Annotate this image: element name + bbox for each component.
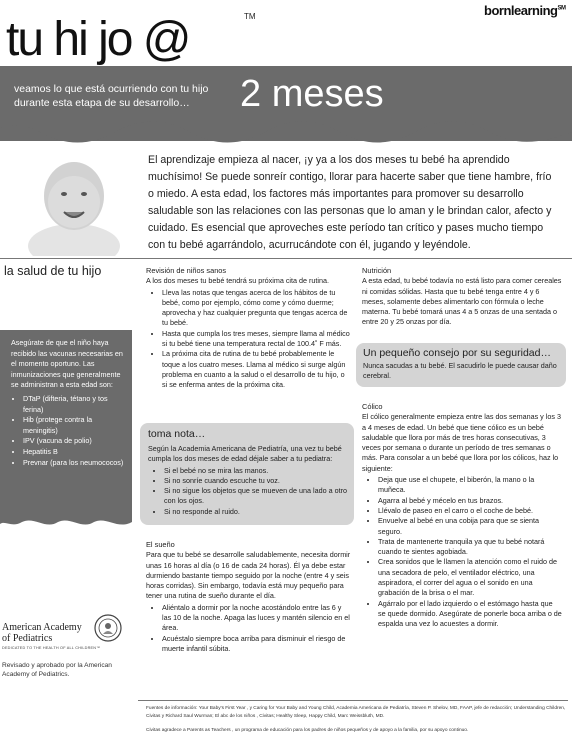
list-item: • Agarra al bebé y mécelo en tus brazos. — [378, 496, 562, 506]
list-item: • IPV (vacuna de polio) — [23, 436, 125, 447]
health-heading: la salud de tu hijo — [4, 264, 102, 278]
bornlearning-logo: bornlearning℠ — [484, 3, 566, 18]
aap-logo-text: American Academy of Pediatrics — [2, 622, 82, 644]
sueno-section — [146, 540, 351, 654]
colico-list — [362, 475, 562, 629]
nutricion-section — [362, 266, 562, 328]
list-item: • Trata de mantenerte tranquila ya que tu bebé notará cuando te sientes agobiada. — [378, 537, 562, 558]
sueno-body: Para que tu bebé se desarrolle saludablemente, necesita dormir unas 16 horas al día (o 16 de cada 24 horas). Él ya debe estar durmiendo bastante tiempo seguido por la noche (entre 4 y seis horas corridas). Sin embargo, todavía está muy pequeño para tener una rutina de sueño durante el día. — [146, 550, 351, 601]
aap-tagline: DEDICATED TO THE HEALTH OF ALL CHILDREN™ — [2, 646, 101, 650]
sueno-list — [146, 603, 351, 654]
list-item: • Aliéntalo a dormir por la noche acostándolo entre las 6 y las 10 de la noche. Apaga las luces y mantén silencio en el área. — [162, 603, 351, 634]
list-item: • Acuéstalo siempre boca arriba para disminuir el riesgo de muerte infantil súbita. — [162, 634, 351, 655]
aap-approval-note: Revisado y aprobado por la American Academy of Pediatrics. — [2, 662, 112, 678]
section-divider — [0, 258, 572, 259]
list-item: • Si el bebé no se mira las manos. — [164, 466, 352, 476]
list-item: • Envuelve al bebé en una cobija para que se sienta seguro. — [378, 516, 562, 537]
baby-photo — [18, 150, 130, 256]
list-item: • Lleva las notas que tengas acerca de los hábitos de tu bebé, como por ejemplo, cómo come y cómo duerme; aprovecha y haz cualquier pregunta que tengas acerca de tu bebé. — [162, 288, 351, 329]
nutricion-body: A esta edad, tu bebé todavía no está listo para comer cereales ni comidas sólidas. Hasta que tu bebé tenga entre 4 y 6 meses, solamente debes alimentarlo con fórmula o leche materna. Tu bebé tomará unas 4 a 5 onzas de una sentada o entre 20 y 25 onzas por día. — [362, 276, 562, 327]
revision-intro: A los dos meses tu bebé tendrá su próxima cita de rutina. — [146, 276, 329, 286]
age-heading: 2 meses — [240, 73, 384, 115]
intro-paragraph: El aprendizaje empieza al nacer, ¡y ya a los dos meses tu bebé ha aprendido muchísimo! Se puede sonreír contigo, llorar para hacerte saber que tiene hambre, frío o miedo. A esta edad, los factores más importantes para promover su desarrollo saludable son las relaciones con las personas que lo aman y le brindan calor, afecto y cuidado. Es esencial que aproveches este período tan crítico y pases mucho tiempo con tu bebé agarrándolo, acurrucándote con él, jugando y leyéndole. — [148, 154, 552, 251]
toma-nota-body: Según la Academia Americana de Pediatría, una vez tu bebé cumpla los dos meses de edad déjale saber a tu pediatra: • Si el bebé no se mira las manos. • Si no sonríe cuando escuche tu voz. • Si no sigue los objetos que se mueven de una lado a otro con los ojos. • Si no responde al ruido. — [148, 444, 352, 517]
page-title: tu hi jo @ — [6, 13, 190, 66]
list-item: • Deja que use el chupete, el biberón, la mano o la muñeca. — [378, 475, 562, 496]
vaccine-list — [11, 394, 125, 468]
trademark-mark: TM — [244, 12, 256, 21]
vaccine-sidebar — [11, 338, 125, 468]
revision-section — [146, 266, 351, 391]
list-item: • Si no responde al ruido. — [164, 507, 352, 517]
sueno-heading: El sueño — [146, 540, 175, 549]
vaccine-intro: Asegúrate de que el niño haya recibido las vacunas necesarias en el momento oportuno. Las inmunizaciones que generalmente se administran a esta edad son: — [11, 338, 123, 390]
footer-sources: Fuentes de información: Your Baby's First Year , y Caring for Your Baby and Young Child, Academia Americana de Pediatría, Steven P. Shelov, MD, FAAP, jefe de redacción; Understanding Children, Civitas y Richard Saul Wurman; El abc de los niños , Civitas; Healthy Sleep, Happy Child, Marc Weissbluth, MD. — [146, 706, 566, 719]
safety-tip-body: Nunca sacudas a tu bebé. El sacudirlo le puede causar daño cerebral. — [363, 361, 557, 381]
list-item: • Hepatitis B — [23, 447, 125, 458]
list-item: • La próxima cita de rutina de tu bebé probablemente le toque a los cuatro meses. Llama al médico si surge algún problema en cuanto a la salud o el desarrollo de tu hijo, o si se enferma antes de la próxima cita. — [162, 349, 351, 390]
colico-section — [362, 402, 562, 630]
nutricion-heading: Nutrición — [362, 266, 392, 275]
list-item: • Si no sigue los objetos que se mueven de una lado a otro con los ojos. — [164, 486, 352, 507]
list-item: • Agárralo por el lado izquierdo o el estómago hasta que se quede dormido. Asegúrate de ponerle boca arriba o de espalda una vez lo acuestes a dormir. — [378, 599, 562, 630]
list-item: • Crea sonidos que le llamen la atención como el ruido de una secadora de pelo, el ventilador eléctrico, una aspiradora, el correr del agua o el sonido en una grabación de la brisa o el mar. — [378, 557, 562, 598]
aap-seal-icon — [94, 614, 122, 642]
banner-subtitle: veamos lo que está ocurriendo con tu hijo durante esta etapa de su desarrollo… — [14, 83, 209, 109]
colico-body: El cólico generalmente empieza entre las dos semanas y los 3 a 4 meses de edad. Un bebé que tiene cólico es un bebé saludable que llora por más de tres horas consecutivas, 3 veces por semana o durante un período de tres semanas o más. Para consolar a un bebé que llora por los cólicos, haz lo siguiente: — [362, 412, 561, 473]
footer-divider — [138, 700, 568, 701]
toma-nota-list — [148, 466, 352, 517]
list-item: • DTaP (difteria, tétano y tos ferina) — [23, 394, 125, 415]
list-item: • Hib (protege contra la meningitis) — [23, 415, 125, 436]
list-item: • Si no sonríe cuando escuche tu voz. — [164, 476, 352, 486]
list-item: • Llévalo de paseo en el carro o el coche de bebé. — [378, 506, 562, 516]
list-item: • Prevnar (para los neumococos) — [23, 458, 125, 469]
footer-thanks: Civitas agradece a Parents as Teachers , un programa de educación para los padres de niños pequeños y de apoyo a la familia, por su apoyo continuo. — [146, 728, 469, 733]
revision-heading: Revisión de niños sanos — [146, 266, 227, 275]
list-item: • Hasta que cumpla los tres meses, siempre llama al médico si tu bebé tiene una temperatura rectal de 100.4˚ F más. — [162, 329, 351, 350]
colico-heading: Cólico — [362, 402, 383, 411]
revision-list — [146, 288, 351, 391]
toma-nota-heading: toma nota… — [148, 428, 206, 440]
safety-tip-heading: Un pequeño consejo por su seguridad… — [363, 347, 551, 359]
